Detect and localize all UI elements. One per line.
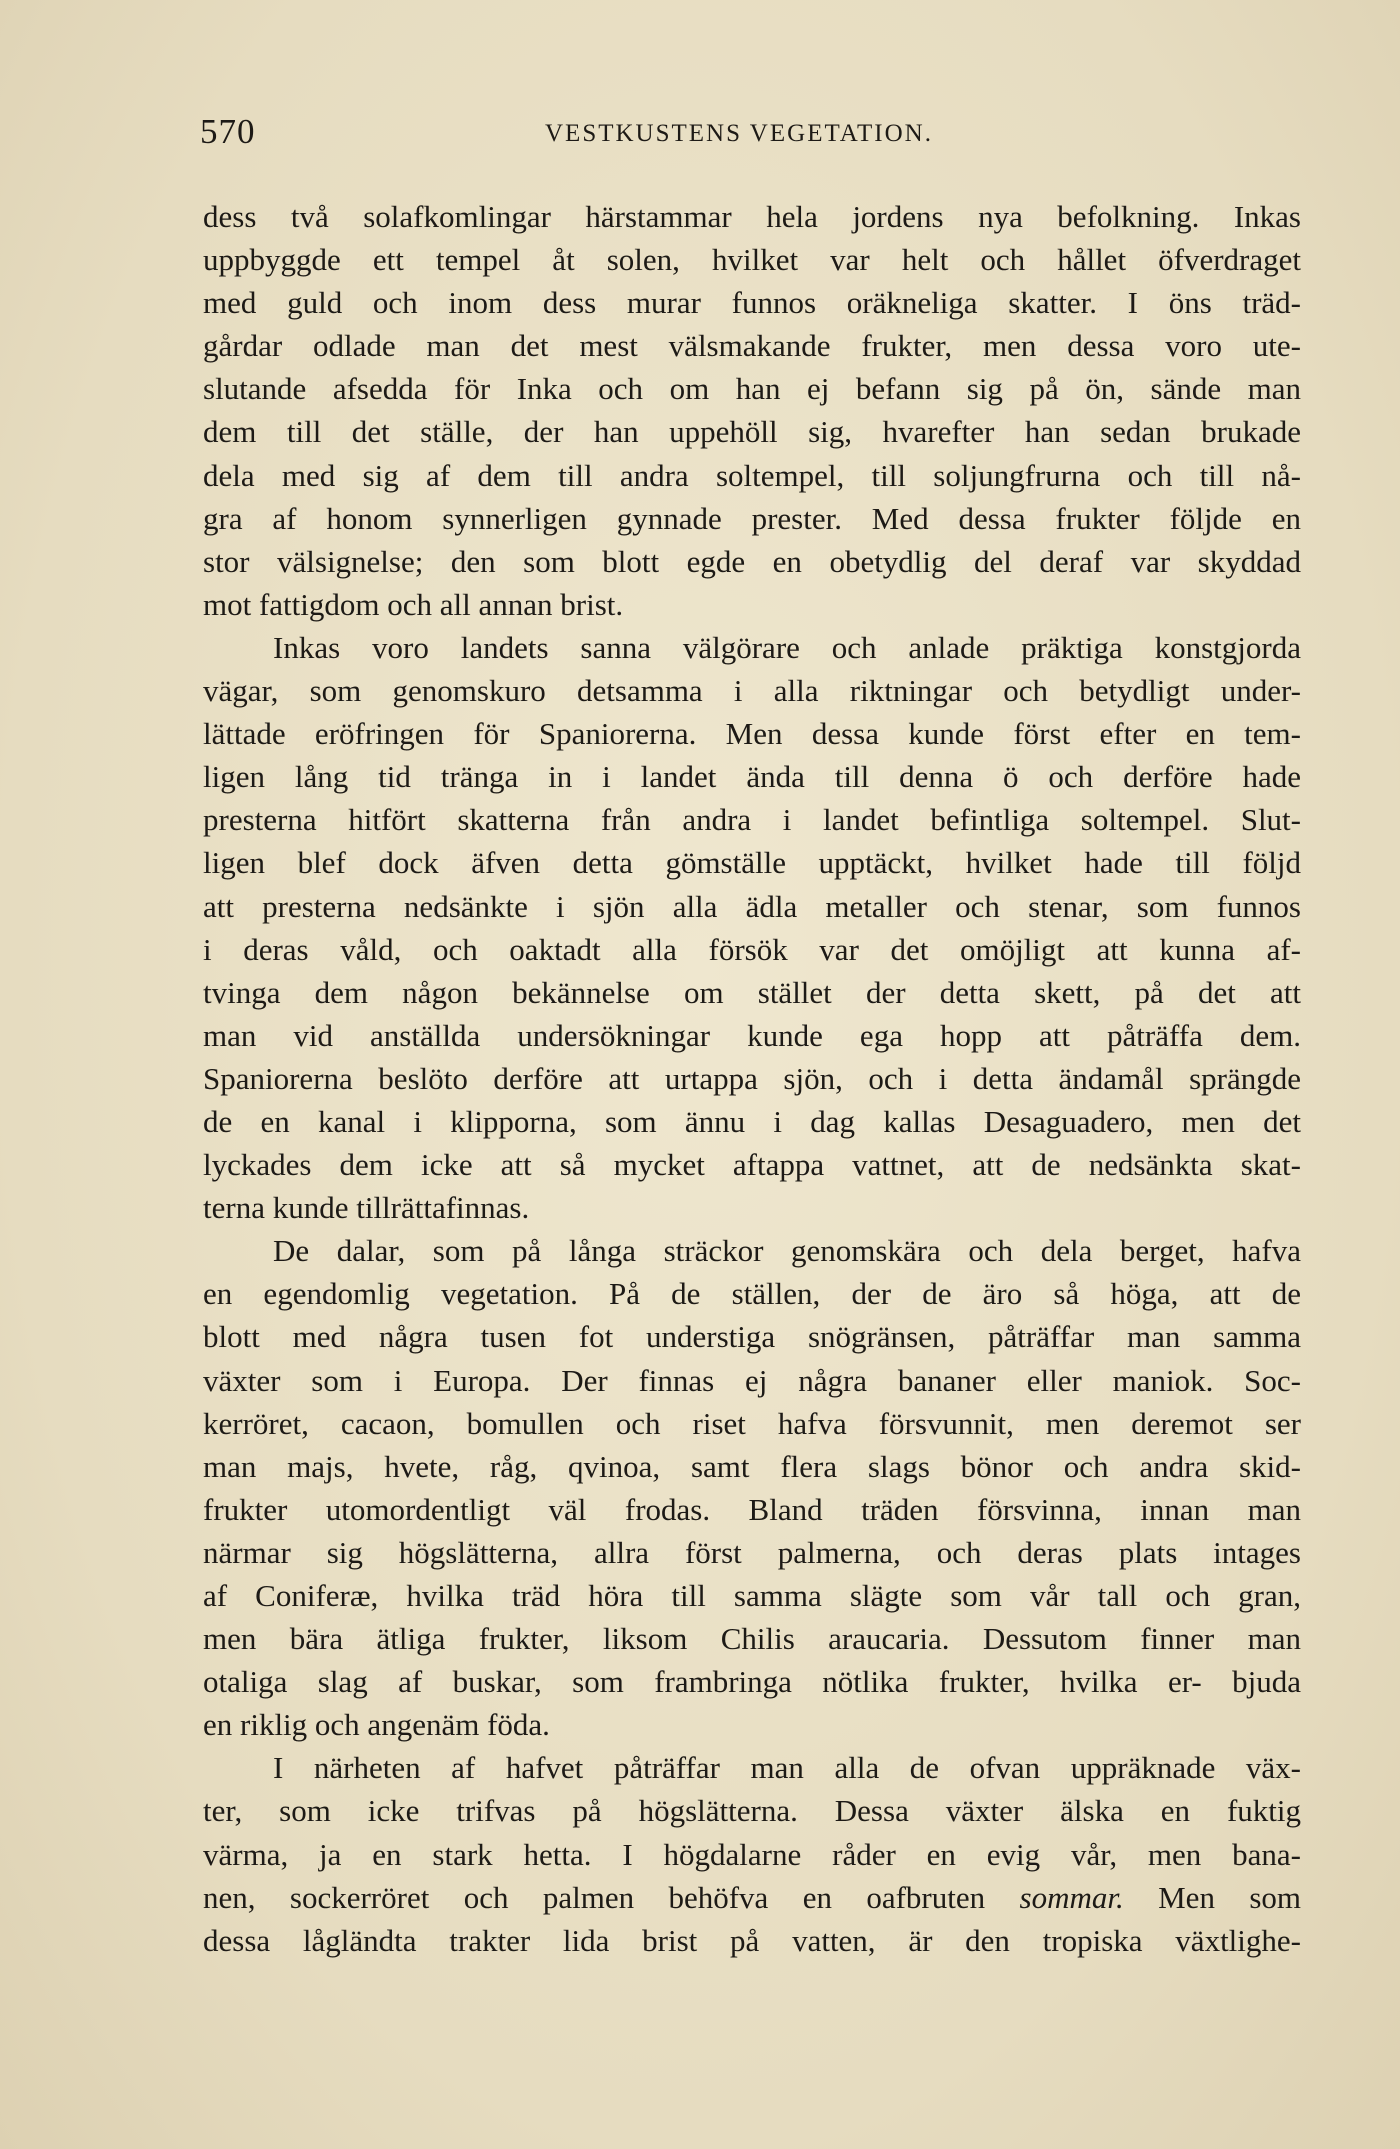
text-line [203,1789,1301,1832]
text-line [203,1703,1301,1746]
text-line [203,367,1301,410]
text-line [203,1876,1301,1919]
text-line [203,324,1301,367]
text-line [203,497,1301,540]
text-line [203,1186,1301,1229]
text-line-content: vägar, som genomskuro detsamma i alla riktningar och betydligt under- [203,673,1301,709]
text-line-content: men bära ätliga frukter, liksom Chilis araucaria. Dessutom finner man [203,1621,1301,1657]
text-line-content: närmar sig högslätterna, allra först palmerna, och deras plats intages [203,1534,1301,1570]
text-line [203,1445,1301,1488]
text-line-content: dess två solafkomlingar härstammar hela jordens nya befolkning. Inkas [203,199,1301,234]
text-line-content: värma, ja en stark hetta. I högdalarne råder en evig vår, men bana- [203,1836,1301,1872]
text-line [203,238,1301,281]
text-line [203,755,1301,798]
text-line-content: gårdar odlade man det mest välsmakande frukter, men dessa voro ute- [203,328,1301,364]
body-text [203,195,1301,1962]
text-line [203,1143,1301,1186]
text-line-content: stor välsignelse; den som blott egde en obetydlig del deraf var skyddad [203,543,1301,579]
text-line [203,1746,1301,1789]
text-line [203,1488,1301,1531]
text-line-content: blott med några tusen fot understiga snögränsen, påträffar man samma [203,1319,1301,1355]
text-line [203,1833,1301,1876]
text-line-tail: Men som [1123,1879,1302,1915]
text-line-content: frukter utomordentligt väl frodas. Bland träden försvinna, innan man [203,1491,1301,1527]
text-line [203,1617,1301,1660]
page-header [200,112,1302,162]
text-line-content: kerröret, cacaon, bomullen och riset hafva försvunnit, men deremot ser [203,1405,1301,1441]
text-line-content: uppbyggde ett tempel åt solen, hvilket var helt och hållet öfverdraget [203,242,1301,278]
emphasized-word: sommar. [1019,1879,1124,1915]
text-line-content: terna kunde tillrättafinnas. [203,1190,530,1226]
text-line-content: att presterna nedsänkte i sjön alla ädla metaller och stenar, som funnos [203,888,1301,924]
text-line-content: dela med sig af dem till andra soltempel, till soljungfrurna och till nå- [203,457,1301,493]
text-line [203,410,1301,453]
text-line-content: man vid anställda undersökningar kunde ega hopp att påträffa dem. [203,1017,1301,1053]
text-line-content: dessa lågländta trakter lida brist på vatten, är den tropiska växtlighe- [203,1922,1301,1958]
text-line-content: mot fattigdom och all annan brist. [203,586,624,622]
text-line-content: en egendomlig vegetation. På de ställen, der de äro så höga, att de [203,1276,1301,1312]
text-line [203,1100,1301,1143]
text-line-content: gra af honom synnerligen gynnade prester. Med dessa frukter följde en [203,500,1301,536]
text-line-content: en riklig och angenäm föda. [203,1707,550,1743]
text-line-content: de en kanal i klipporna, som ännu i dag kallas Desaguadero, men det [203,1103,1301,1139]
text-line [203,1359,1301,1402]
text-line-content: nen, sockerröret och palmen behöfva en oafbruten [203,1879,986,1915]
text-line-content: dem till det ställe, der han uppehöll sig, hvarefter han sedan brukade [203,414,1301,450]
text-line [203,928,1301,971]
text-line-content: af Coniferæ, hvilka träd höra till samma slägte som vår tall och gran, [203,1578,1301,1613]
text-line-content: Inkas voro landets sanna välgörare och anlade präktiga konstgjorda [273,629,1301,665]
text-line [203,1229,1301,1272]
text-line [203,195,1301,238]
text-line [203,669,1301,712]
text-line [203,885,1301,928]
running-title: VESTKUSTENS VEGETATION. [545,120,933,147]
text-line [203,1272,1301,1315]
text-line [203,798,1301,841]
text-line-content: tvinga dem någon bekännelse om stället der detta skett, på det att [203,974,1301,1010]
text-line [203,1402,1301,1445]
text-line [203,540,1301,583]
text-line [203,1057,1301,1100]
text-line [203,1014,1301,1057]
text-line [203,626,1301,669]
text-line [203,1315,1301,1358]
text-line-content: Spaniorerna beslöto derföre att urtappa sjön, och i detta ändamål sprängde [203,1060,1301,1096]
text-line [203,971,1301,1014]
text-line [203,1660,1301,1703]
text-line [203,841,1301,884]
text-line [203,1574,1301,1617]
text-line-content: I närheten af hafvet påträffar man alla de ofvan uppräknade väx- [273,1750,1301,1786]
text-line-content: otaliga slag af buskar, som frambringa nötlika frukter, hvilka er- bjuda [203,1664,1301,1700]
text-line [203,281,1301,324]
text-line-content: slutande afsedda för Inka och om han ej befann sig på ön, sände man [203,371,1301,407]
text-line-content: lyckades dem icke att så mycket aftappa vattnet, att de nedsänkta skat- [203,1147,1301,1183]
text-line [203,1919,1301,1962]
text-line-content: växter som i Europa. Der finnas ej några bananer eller maniok. Soc- [203,1362,1301,1398]
text-line-content: man majs, hvete, råg, qvinoa, samt flera slags bönor och andra skid- [203,1448,1301,1484]
text-line-content: presterna hitfört skatterna från andra i landet befintliga soltempel. Slut- [203,802,1301,838]
text-line-content: med guld och inom dess murar funnos oräkneliga skatter. I öns träd- [203,285,1301,321]
text-line-content: ligen lång tid tränga in i landet ända till denna ö och derföre hade [203,759,1301,795]
text-line-content: ligen blef dock äfven detta gömställe upptäckt, hvilket hade till följd [203,845,1301,881]
text-line-content: De dalar, som på långa sträckor genomskära och dela berget, hafva [273,1233,1301,1269]
text-line-content: ter, som icke trifvas på högslätterna. Dessa växter älska en fuktig [203,1793,1301,1829]
text-line-content: lättade eröfringen för Spaniorerna. Men dessa kunde först efter en tem- [203,716,1301,752]
page-number: 570 [200,112,256,151]
text-line [203,583,1301,626]
text-line-content: i deras våld, och oaktadt alla försök var det omöjligt att kunna af- [203,931,1301,967]
text-line [203,1531,1301,1574]
text-line [203,454,1301,497]
text-line [203,712,1301,755]
